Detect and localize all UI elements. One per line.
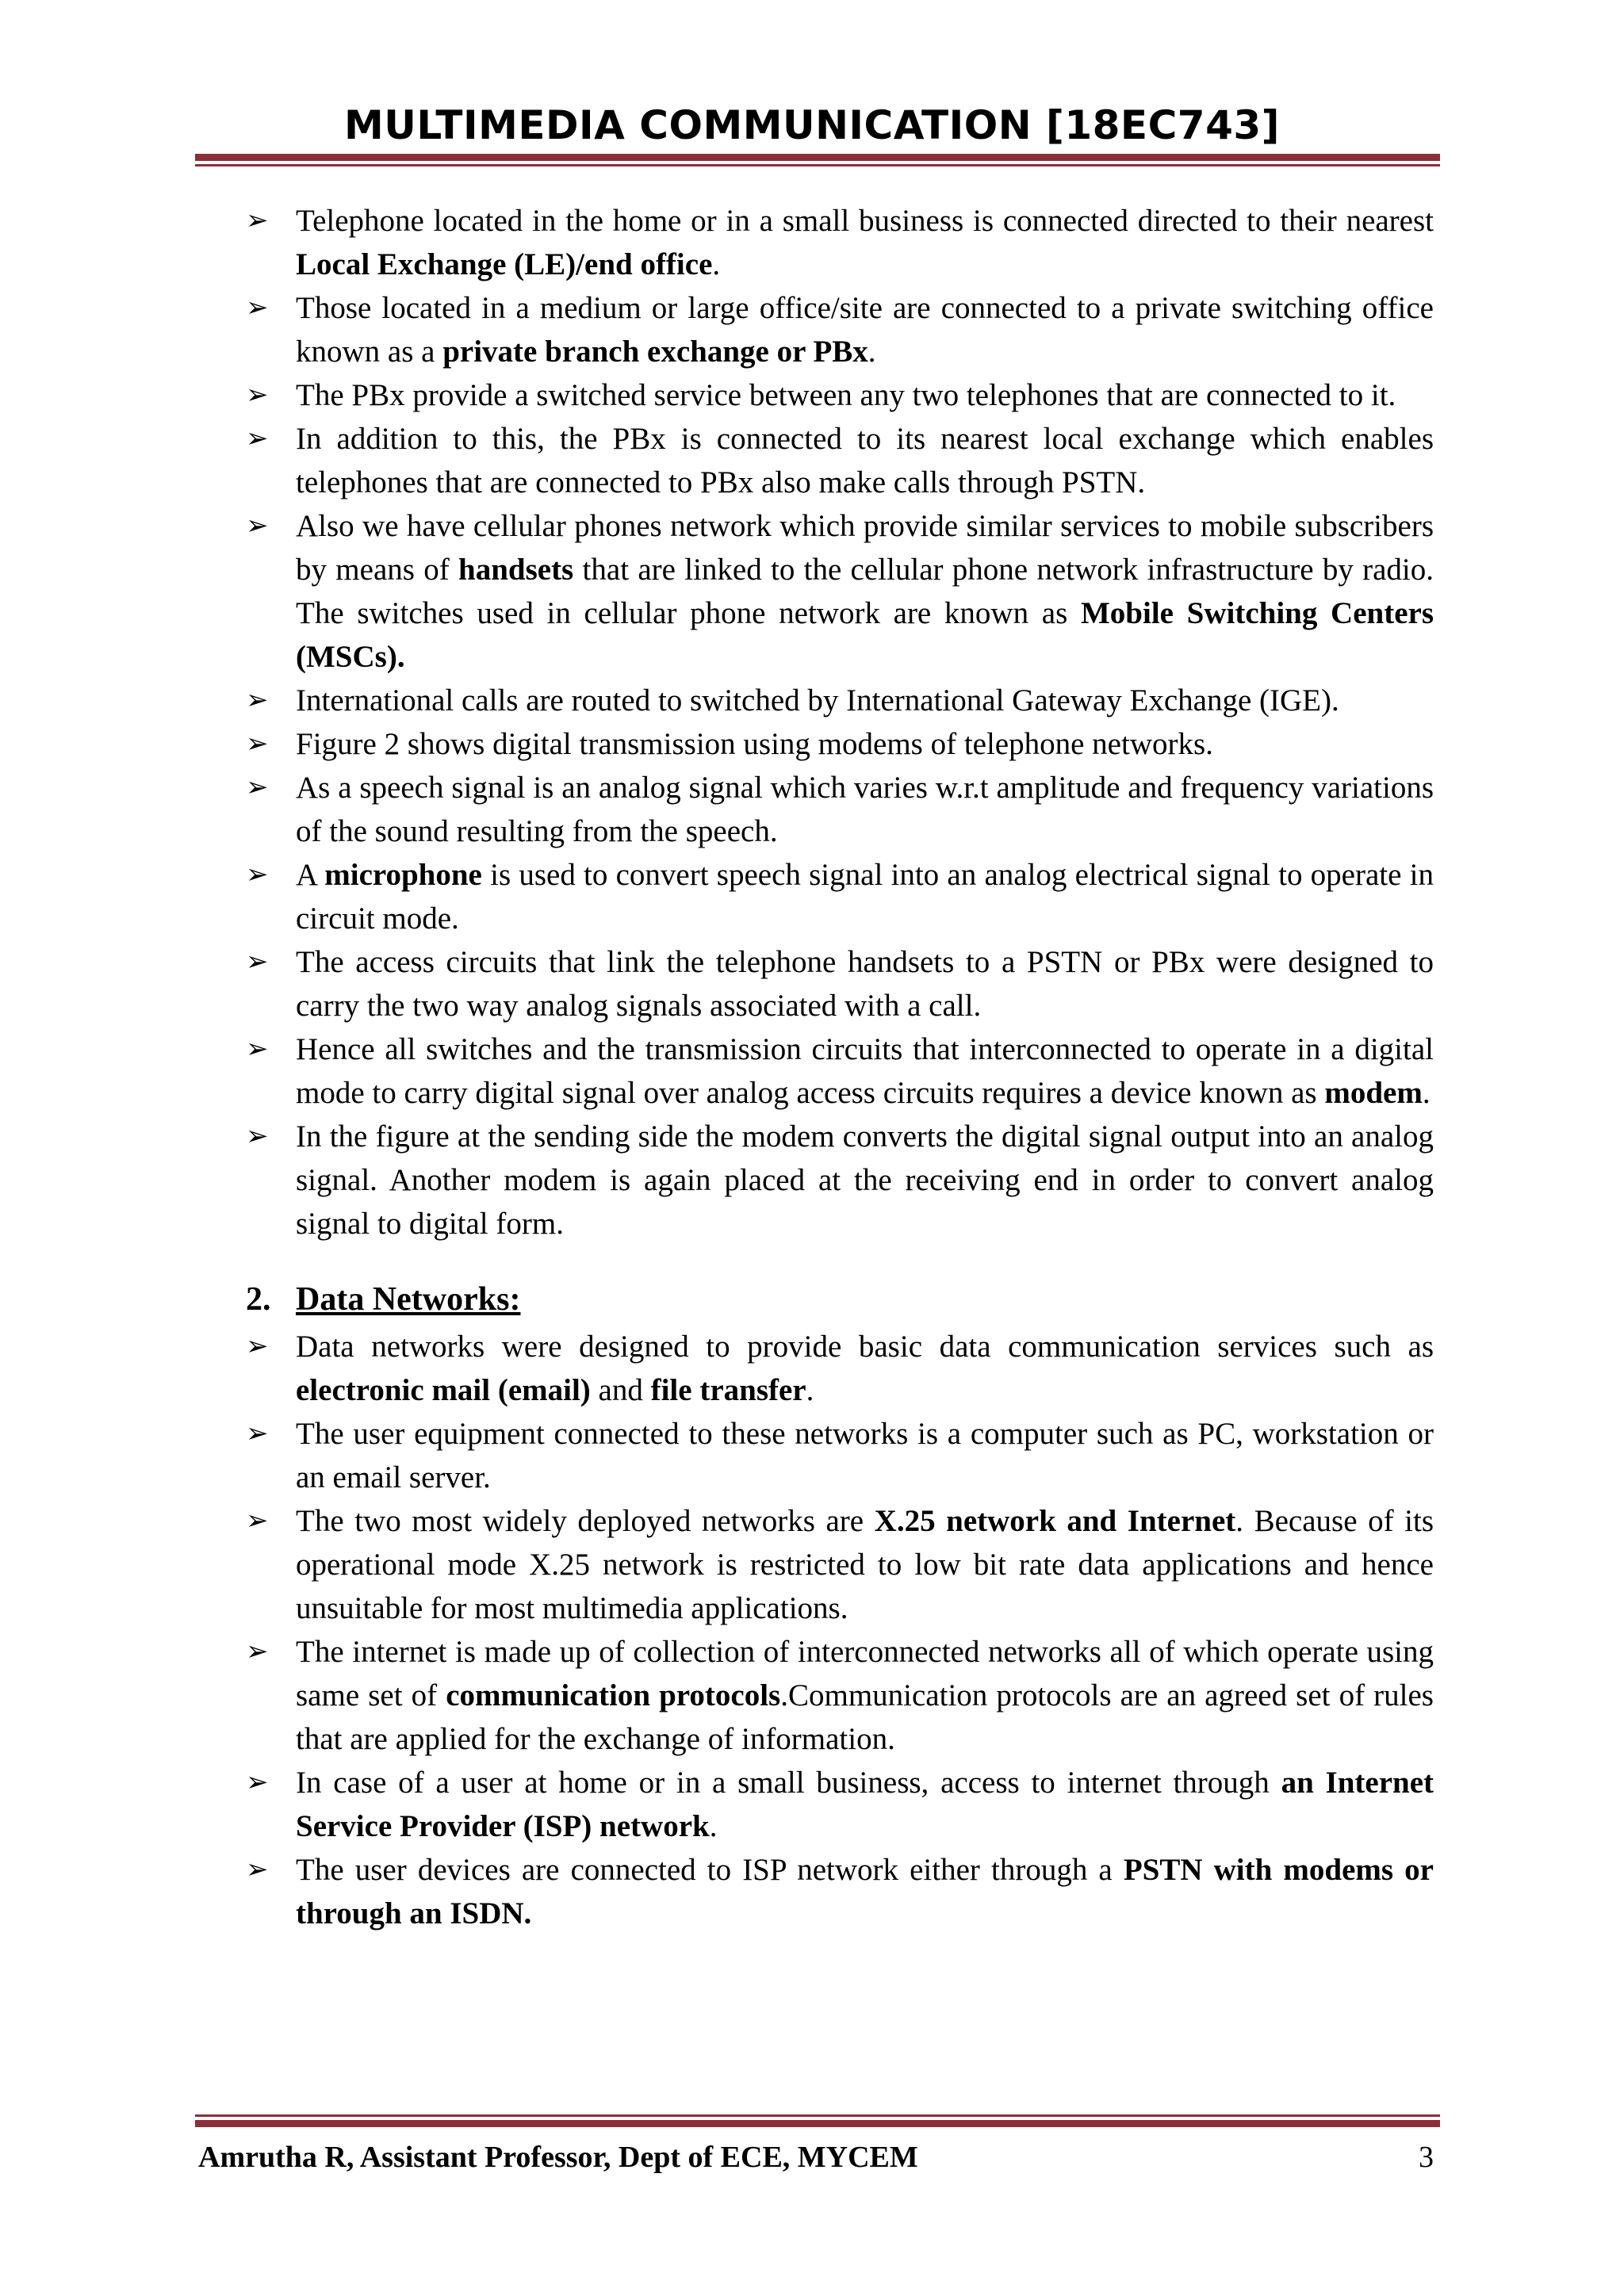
text-run: The user devices are connected to ISP network either through a	[296, 1853, 1124, 1887]
text-run: .	[806, 1373, 814, 1407]
arrowhead-bullet-icon: ➢	[246, 1636, 269, 1667]
bullet-list-telephone-networks	[0, 199, 1624, 1246]
text-run: and	[590, 1373, 651, 1407]
arrowhead-bullet-icon: ➢	[246, 1120, 269, 1152]
header-rule-thick	[195, 154, 1440, 161]
list-item	[246, 766, 1434, 853]
bold-term: electronic mail (email)	[296, 1373, 591, 1407]
list-item	[246, 940, 1434, 1027]
arrowhead-bullet-icon: ➢	[246, 292, 269, 323]
text-run: is used to convert speech signal into an analog electrical signal to operate in circuit mode.	[296, 858, 1434, 936]
text-run: International calls are routed to switched by International Gateway Exchange (IGE).	[296, 683, 1339, 718]
arrowhead-bullet-icon: ➢	[246, 1854, 269, 1885]
bold-term: file transfer	[650, 1373, 806, 1407]
arrowhead-bullet-icon: ➢	[246, 379, 269, 411]
arrowhead-bullet-icon: ➢	[246, 1505, 269, 1536]
list-item	[246, 1630, 1434, 1761]
list-item	[246, 679, 1434, 722]
bold-term: communication protocols	[446, 1678, 781, 1712]
bold-term: an Internet Service Provider (ISP) network	[296, 1766, 1434, 1843]
text-run: The internet is made up of collection of interconnected networks all of which operate using same set of	[296, 1635, 1434, 1712]
list-item	[246, 199, 1434, 286]
text-run: In the figure at the sending side the modem converts the digital signal output into an analog signal. Another modem is again placed at the receiving end in order to convert analog signal to digital form.	[296, 1119, 1434, 1241]
arrowhead-bullet-icon: ➢	[246, 728, 269, 760]
header-rule	[195, 154, 1440, 166]
list-item	[246, 417, 1434, 504]
text-run: Figure 2 shows digital transmission using modems of telephone networks.	[296, 727, 1213, 761]
text-run: .Communication protocols are an agreed set of rules that are applied for the exchange of information.	[296, 1678, 1434, 1756]
header-rule-thin	[195, 164, 1440, 166]
bold-term: microphone	[324, 858, 482, 892]
page-number: 3	[1419, 2141, 1434, 2174]
arrowhead-bullet-icon: ➢	[246, 423, 269, 454]
text-run: .	[712, 247, 721, 281]
text-run: The PBx provide a switched service between any two telephones that are connected to it.	[296, 378, 1396, 412]
arrowhead-bullet-icon: ➢	[246, 1033, 269, 1065]
footer-rule-thick	[195, 2120, 1440, 2127]
text-run: .	[1422, 1076, 1431, 1110]
text-run: . Because of its operational mode X.25 network is restricted to low bit rate data applications and hence unsuitable for most multimedia applications.	[296, 1504, 1434, 1625]
arrowhead-bullet-icon: ➢	[246, 684, 269, 716]
bold-term: PSTN with modems or through an ISDN.	[296, 1853, 1434, 1931]
text-run: Data networks were designed to provide basic data communication services such as	[296, 1330, 1434, 1364]
bold-term: modem	[1324, 1076, 1423, 1110]
arrowhead-bullet-icon: ➢	[246, 1330, 269, 1362]
bold-term: Local Exchange (LE)/end office	[296, 247, 713, 281]
bold-term: Mobile Switching Centers (MSCs).	[296, 596, 1434, 674]
text-run: In case of a user at home or in a small business, access to internet through	[296, 1766, 1281, 1800]
page-header-title: MULTIMEDIA COMMUNICATION [18EC743]	[343, 102, 1280, 148]
list-item	[246, 1027, 1434, 1115]
list-item	[246, 504, 1434, 679]
bold-term: handsets	[458, 553, 574, 587]
text-run: A	[296, 858, 325, 892]
arrowhead-bullet-icon: ➢	[246, 771, 269, 803]
section-heading-data-networks	[246, 1274, 1624, 1325]
text-run: Also we have cellular phones network which provide similar services to mobile subscribers by means of	[296, 509, 1434, 587]
arrowhead-bullet-icon: ➢	[246, 859, 269, 890]
list-item	[246, 1848, 1434, 1935]
footer-rule	[195, 2114, 1440, 2127]
list-item	[246, 286, 1434, 373]
list-item	[246, 853, 1434, 940]
arrowhead-bullet-icon: ➢	[246, 1766, 269, 1798]
list-item	[246, 1412, 1434, 1499]
section-title: Data Networks:	[296, 1281, 521, 1318]
bullet-list-data-networks	[0, 1325, 1624, 1935]
arrowhead-bullet-icon: ➢	[246, 946, 269, 978]
bold-term: X.25 network and Internet	[874, 1504, 1236, 1538]
text-run: .	[868, 335, 876, 369]
arrowhead-bullet-icon: ➢	[246, 205, 269, 236]
bold-term: private branch exchange or PBx	[442, 335, 868, 369]
text-run: Hence all switches and the transmission circuits that interconnected to operate in a digital mode to carry digital signal over analog access circuits requires a device known as	[296, 1032, 1434, 1110]
page-body	[0, 199, 1624, 1935]
text-run: As a speech signal is an analog signal which varies w.r.t amplitude and frequency variations of the sound resulting from the speech.	[296, 771, 1434, 848]
list-item	[246, 1115, 1434, 1246]
text-run: that are linked to the cellular phone network infrastructure by radio. The switches used in cellular phone network are known as	[296, 553, 1434, 630]
list-item	[246, 1325, 1434, 1412]
text-run: The access circuits that link the telephone handsets to a PSTN or PBx were designed to carry the two way analog signals associated with a call.	[296, 945, 1434, 1023]
arrowhead-bullet-icon: ➢	[246, 1418, 269, 1449]
text-run: The two most widely deployed networks are	[296, 1504, 875, 1538]
text-run: Those located in a medium or large office/site are connected to a private switching office known as a	[296, 291, 1434, 369]
text-run: In addition to this, the PBx is connected to its nearest local exchange which enables telephones that are connected to PBx also make calls through PSTN.	[296, 422, 1434, 499]
list-item	[246, 1761, 1434, 1848]
section-number: 2.	[246, 1281, 271, 1318]
arrowhead-bullet-icon: ➢	[246, 510, 269, 541]
footer-rule-thin	[195, 2114, 1440, 2117]
list-item	[246, 722, 1434, 766]
footer-author: Amrutha R, Assistant Professor, Dept of ECE, MYCEM	[198, 2141, 918, 2174]
text-run: Telephone located in the home or in a small business is connected directed to their nearest	[296, 204, 1434, 238]
list-item	[246, 373, 1434, 417]
text-run: .	[709, 1809, 718, 1843]
list-item	[246, 1499, 1434, 1630]
text-run: The user equipment connected to these networks is a computer such as PC, workstation or an email server.	[296, 1417, 1434, 1494]
